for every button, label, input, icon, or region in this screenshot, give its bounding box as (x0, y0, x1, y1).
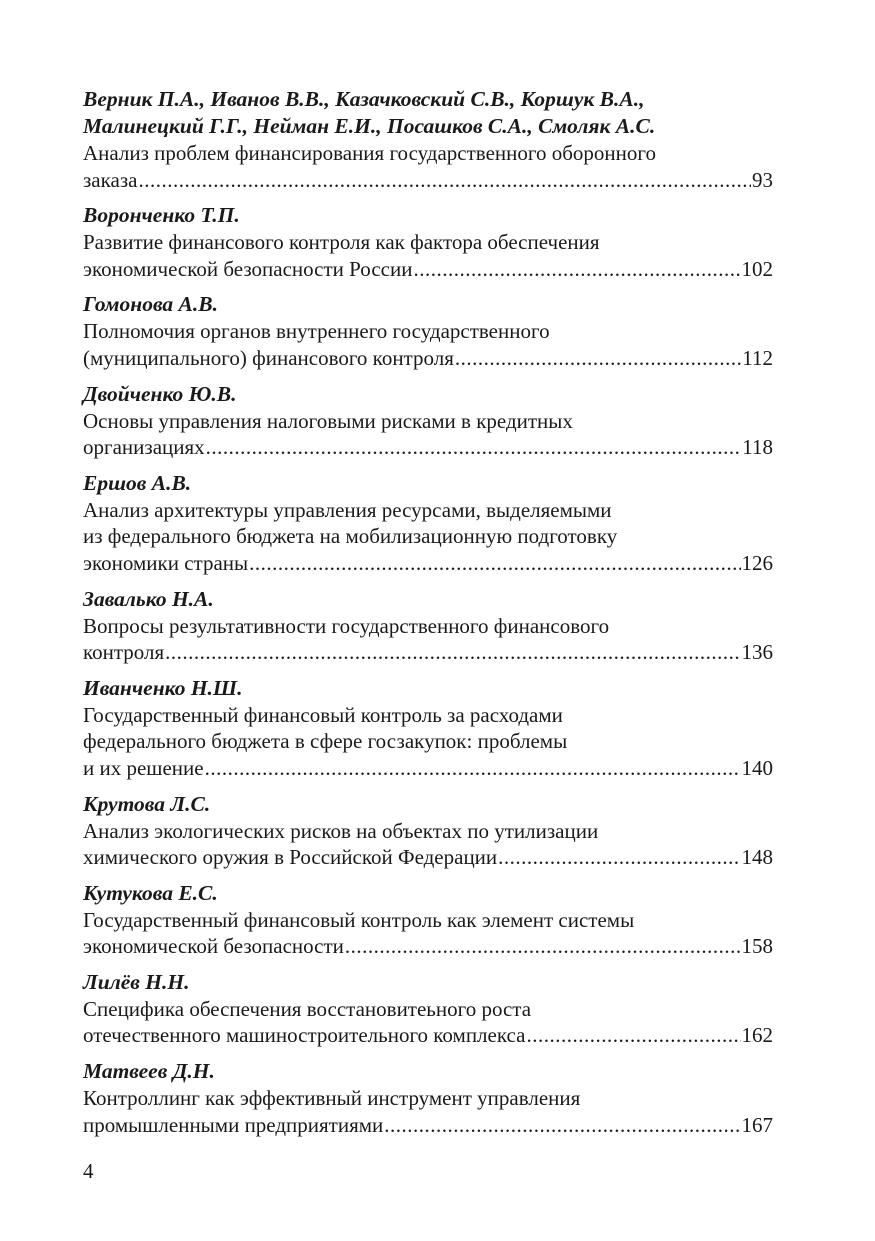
entry-title-last-line (83, 345, 773, 372)
entry-title-end: организациях (83, 435, 205, 460)
entry-title-line: Государственный финансовый контроль за расходами (83, 702, 563, 727)
dot-leader (206, 434, 742, 461)
entry-title-line: Анализ проблем финансирования государственного оборонного (83, 141, 656, 165)
entry-title-line: Вопросы результативности государственного финансового (83, 613, 610, 638)
entry-page-number: 162 (741, 1023, 773, 1048)
entry-page-number: 158 (741, 934, 773, 959)
toc-entry (83, 675, 773, 782)
entry-title-last-line (83, 1112, 773, 1139)
entry-title-end: экономики страны (83, 550, 249, 575)
entry-authors: Крутова Л.С. (83, 791, 211, 816)
entry-title-line: Полномочия органов внутреннего государственного (83, 319, 550, 344)
entry-title-end: и их решение (83, 755, 204, 780)
entry-title-end: (муниципального) финансового контроля (83, 345, 454, 370)
entry-authors: Двойченко Ю.В. (83, 381, 237, 406)
entry-page-number: 126 (741, 550, 773, 575)
entry-authors: Малинецкий Г.Г., Нейман Е.И., Посашков С.А., Смоляк А.С. (83, 114, 656, 138)
entry-title-line: Государственный финансовый контроль как элемент системы (83, 907, 635, 932)
entry-authors: Иванченко Н.Ш. (83, 675, 243, 700)
dot-leader (138, 167, 751, 194)
entry-title-end: промышленными предприятиями (83, 1112, 384, 1137)
entry-title-last-line (83, 844, 773, 871)
entry-title-end: отечественного машиностроительного комплекса (83, 1023, 526, 1048)
entry-title-last-line (83, 550, 773, 577)
entry-page-number: 140 (741, 755, 773, 780)
entry-title-line: из федерального бюджета на мобилизационную подготовку (83, 524, 618, 549)
dot-leader (413, 256, 740, 283)
entry-title-last-line (83, 933, 773, 960)
entry-title-end: заказа (83, 167, 138, 192)
entry-title-line: Развитие финансового контроля как фактора обеспечения (83, 230, 600, 255)
dot-leader (165, 639, 740, 666)
dot-leader (345, 933, 741, 960)
entry-authors: Завалько Н.А. (83, 586, 214, 611)
entry-authors: Воронченко Т.П. (83, 203, 240, 228)
table-of-contents (83, 86, 773, 1147)
toc-entry (83, 791, 773, 871)
dot-leader (249, 550, 740, 577)
entry-title-last-line (83, 755, 773, 782)
entry-title-end: экономической безопасности России (83, 256, 413, 281)
entry-authors: Матвеев Д.Н. (83, 1059, 215, 1084)
toc-entry (83, 291, 773, 371)
toc-entry (83, 202, 773, 282)
toc-entry (83, 1058, 773, 1138)
toc-entry (83, 586, 773, 666)
dot-leader (205, 755, 741, 782)
entry-title-line: Основы управления налоговыми рисками в кредитных (83, 408, 573, 433)
dot-leader (526, 1022, 740, 1049)
entry-title-last-line (83, 256, 773, 283)
entry-page-number: 93 (752, 167, 773, 192)
entry-page-number: 148 (741, 845, 773, 870)
entry-title-line: Анализ архитектуры управления ресурсами, выделяемыми (83, 497, 612, 522)
dot-leader (384, 1112, 740, 1139)
dot-leader (498, 844, 740, 871)
entry-authors: Верник П.А., Иванов В.В., Казачковский С.В., Коршук В.А., (83, 87, 645, 111)
toc-entry (83, 880, 773, 960)
entry-title-line: Контроллинг как эффективный инструмент управления (83, 1086, 581, 1111)
entry-title-end: химического оружия в Российской Федерации (83, 845, 498, 870)
entry-title-line: Специфика обеспечения восстановитеьного роста (83, 996, 532, 1021)
entry-title-end: контроля (83, 640, 165, 665)
entry-authors: Гомонова А.В. (83, 292, 218, 317)
entry-authors: Кутукова Е.С. (83, 880, 218, 905)
entry-page-number: 102 (741, 256, 773, 281)
entry-title-last-line (83, 1022, 773, 1049)
entry-page-number: 136 (741, 640, 773, 665)
entry-title-last-line (83, 167, 773, 194)
entry-title-end: экономической безопасности (83, 934, 344, 959)
toc-entry (83, 969, 773, 1049)
page-number: 4 (83, 1159, 94, 1183)
entry-authors: Ершов А.В. (83, 470, 192, 495)
entry-title-line: федерального бюджета в сфере госзакупок: проблемы (83, 729, 568, 754)
dot-leader (455, 345, 741, 372)
toc-entry (83, 381, 773, 461)
entry-page-number: 112 (742, 345, 773, 370)
entry-page-number: 167 (741, 1112, 773, 1137)
entry-title-last-line (83, 639, 773, 666)
toc-entry (83, 470, 773, 577)
entry-page-number: 118 (742, 435, 773, 460)
toc-entry (83, 86, 773, 193)
entry-title-line: Анализ экологических рисков на объектах по утилизации (83, 818, 599, 843)
entry-title-last-line (83, 434, 773, 461)
entry-authors: Лилёв Н.Н. (83, 969, 190, 994)
